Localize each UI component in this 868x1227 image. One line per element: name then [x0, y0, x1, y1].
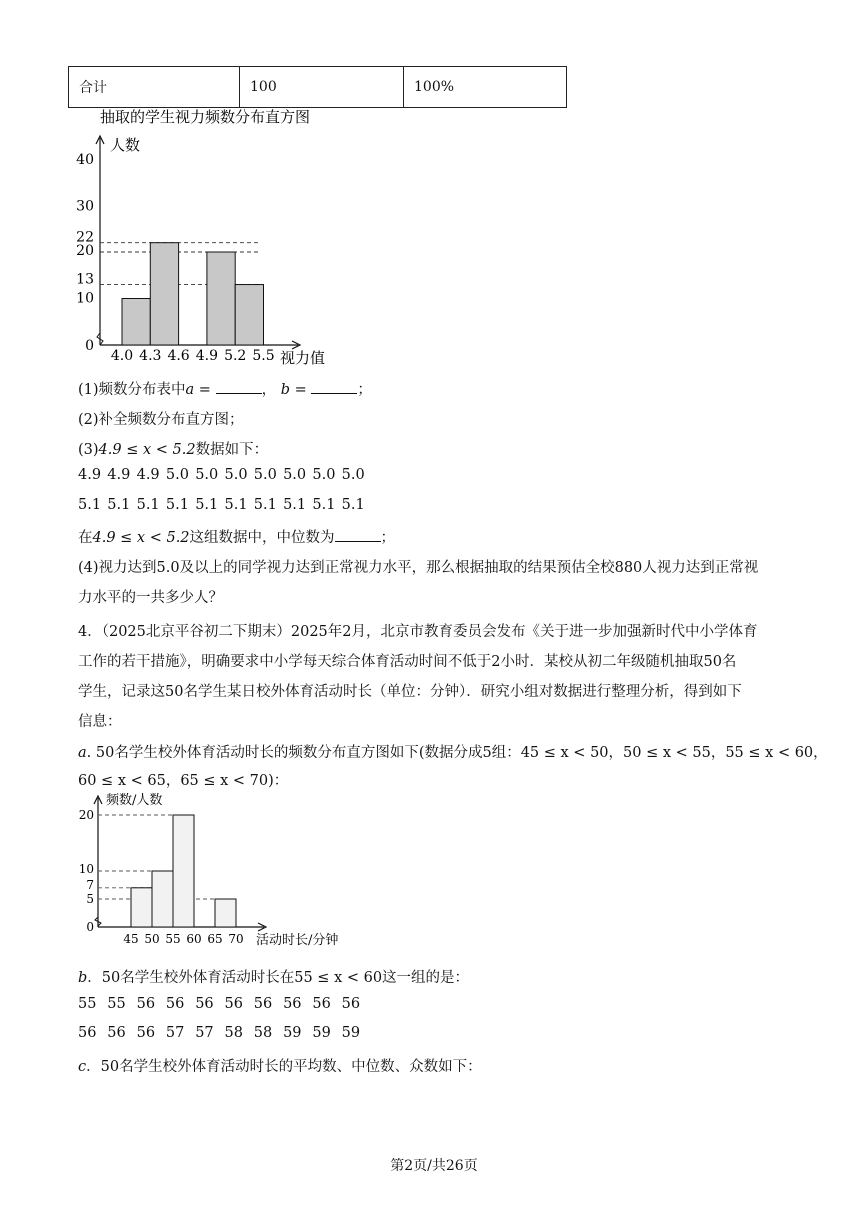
chart-1-x-tick-3: 4.9	[195, 348, 219, 364]
q3-median-question: 在4.9 ≤ x < 5.2这组数据中，中位数为 ；	[78, 526, 395, 547]
problem-4-line-2: 工作的若干措施》，明确要求中小学每天综合体育活动时间不低于2小时．某校从初二年级随机抽取50名	[78, 654, 737, 670]
chart-1-x-tick-2: 4.6	[167, 348, 190, 364]
total-percent: 100%	[404, 67, 567, 108]
pb-value-3: 56	[165, 996, 185, 1012]
vision-histogram	[70, 100, 370, 370]
q3-value-0: 4.9	[78, 467, 102, 483]
q3-value-4: 5.0	[195, 467, 219, 483]
chart-1-y-tick-0: 0	[85, 338, 94, 354]
problem-4-line-1: 4．（2025北京平谷初二下期末）2025年2月，北京市教育委员会发布《关于进一步加强新时代中小学体育	[78, 624, 758, 640]
chart-1-bar-1	[150, 243, 178, 345]
pb-value-4: 56	[195, 996, 214, 1012]
part-c: c．50名学生校外体育活动时长的平均数、中位数、众数如下：	[78, 1059, 482, 1075]
chart-1-x-tick-5: 5.5	[252, 348, 275, 364]
activity-time-histogram	[70, 788, 360, 950]
part-a-line-1: a. 50名学生校外体育活动时长的频数分布直方图如下(数据分成5组：45 ≤ x < 50，50 ≤ x < 55，55 ≤ x < 60，	[78, 745, 828, 761]
part-b: b．50名学生校外体育活动时长在55 ≤ x < 60这一组的是：	[78, 970, 470, 986]
pb-value-3: 57	[165, 1025, 185, 1041]
q3-value-3: 5.1	[165, 497, 189, 513]
chart-2-x-tick-4: 65	[207, 932, 223, 946]
answer-blank-median[interactable]	[335, 527, 381, 542]
q3-value-8: 5.0	[312, 467, 336, 483]
q3-value-6: 5.1	[253, 497, 277, 513]
q3-value-0: 5.1	[78, 497, 102, 513]
chart-1-x-tick-1: 4.3	[139, 348, 162, 364]
chart-2-y-tick-4: 20	[78, 808, 94, 822]
pb-value-6: 58	[253, 1025, 273, 1041]
pb-value-8: 56	[312, 996, 331, 1012]
chart-1-y-tick-6: 40	[76, 152, 94, 168]
pb-value-4: 57	[195, 1025, 214, 1041]
chart-1-x-tick-0: 4.0	[110, 348, 134, 364]
chart-2-xlabel: 活动时长/分钟	[256, 933, 339, 948]
question-3: (3)4.9 ≤ x < 5.2数据如下：	[78, 442, 269, 458]
pb-value-0: 55	[78, 996, 97, 1012]
chart-2-bar-2	[173, 815, 194, 927]
q3-value-2: 5.1	[136, 497, 160, 513]
pb-value-1: 56	[107, 1025, 126, 1041]
chart-1-y-tick-1: 10	[76, 290, 94, 307]
part-b-data-row-1	[78, 996, 371, 1012]
q3-data-row-2	[78, 497, 371, 513]
q3-value-7: 5.1	[283, 497, 307, 513]
chart-2-x-tick-0: 45	[123, 932, 139, 946]
q3-value-5: 5.1	[224, 497, 248, 513]
chart-2-bar-1	[152, 871, 173, 927]
chart-1-y-tick-3: 20	[76, 243, 94, 259]
q3-value-8: 5.1	[312, 497, 336, 513]
q3-value-1: 5.1	[107, 497, 131, 513]
part-b-data-row-2	[78, 1025, 371, 1041]
question-4-line-1: (4)视力达到5.0及以上的同学视力达到正常视力水平，那么根据抽取的结果预估全校880人视力达到正常视	[78, 560, 759, 576]
q3-value-7: 5.0	[283, 467, 307, 483]
chart-1-y-tick-2: 13	[76, 271, 94, 288]
pb-value-2: 56	[136, 1025, 156, 1041]
problem-4-line-4: 信息：	[78, 714, 122, 730]
question-1: (1)频数分布表中a = ， b = ；	[78, 378, 372, 399]
q3-value-2: 4.9	[136, 467, 160, 483]
total-label: 合计	[69, 67, 240, 108]
q3-data-row-1	[78, 467, 371, 483]
chart-1-title: 抽取的学生视力频数分布直方图	[100, 108, 311, 126]
chart-1-bar-3	[207, 252, 235, 345]
chart-2-x-tick-2: 55	[165, 932, 181, 946]
pb-value-5: 56	[224, 996, 243, 1012]
chart-2-y-tick-1: 5	[86, 892, 94, 906]
chart-2-y-tick-3: 10	[78, 862, 94, 876]
problem-4-line-3: 学生，记录这50名学生某日校外体育活动时长（单位：分钟）．研究小组对数据进行整理分析，得到如下	[78, 684, 742, 700]
chart-1-ylabel: 人数	[110, 136, 141, 154]
q3-value-5: 5.0	[224, 467, 248, 483]
answer-blank-b[interactable]	[311, 379, 357, 394]
pb-value-1: 55	[107, 996, 126, 1012]
page-footer: 第2页/共26页	[390, 1158, 478, 1174]
pb-value-2: 56	[136, 996, 156, 1012]
chart-2-ylabel: 频数/人数	[106, 793, 163, 808]
chart-2-y-tick-2: 7	[86, 877, 94, 892]
chart-1-x-tick-4: 5.2	[224, 348, 247, 364]
q3-value-1: 4.9	[107, 467, 131, 483]
pb-value-9: 56	[341, 996, 361, 1012]
chart-2-x-tick-5: 70	[228, 932, 244, 946]
chart-1-y-tick-4: 22	[76, 229, 94, 246]
chart-1-y-tick-5: 30	[76, 198, 94, 215]
pb-value-6: 56	[253, 996, 273, 1012]
chart-2-bar-4	[215, 899, 236, 927]
q3-value-9: 5.1	[341, 497, 365, 513]
pb-value-8: 59	[312, 1025, 331, 1041]
pb-value-0: 56	[78, 1025, 97, 1041]
part-a-line-2: 60 ≤ x < 65，65 ≤ x < 70)：	[78, 773, 289, 789]
chart-2-bar-0	[131, 888, 152, 927]
pb-value-7: 56	[283, 996, 302, 1012]
chart-2-x-tick-1: 50	[144, 932, 160, 946]
answer-blank-a[interactable]	[216, 379, 262, 394]
total-count: 100	[240, 67, 404, 108]
chart-1-xlabel: 视力值	[280, 349, 326, 367]
q3-value-6: 5.0	[253, 467, 277, 483]
chart-2-y-tick-0: 0	[86, 920, 94, 934]
q3-value-4: 5.1	[195, 497, 219, 513]
chart-2-x-tick-3: 60	[186, 932, 202, 946]
question-2: (2)补全频数分布直方图；	[78, 412, 244, 428]
q3-value-3: 5.0	[165, 467, 189, 483]
question-4-line-2: 力水平的一共多少人？	[78, 590, 223, 606]
pb-value-5: 58	[224, 1025, 243, 1041]
pb-value-7: 59	[283, 1025, 302, 1041]
q3-value-9: 5.0	[341, 467, 365, 483]
pb-value-9: 59	[341, 1025, 361, 1041]
chart-1-bar-0	[122, 299, 150, 346]
chart-1-bar-4	[235, 285, 263, 345]
